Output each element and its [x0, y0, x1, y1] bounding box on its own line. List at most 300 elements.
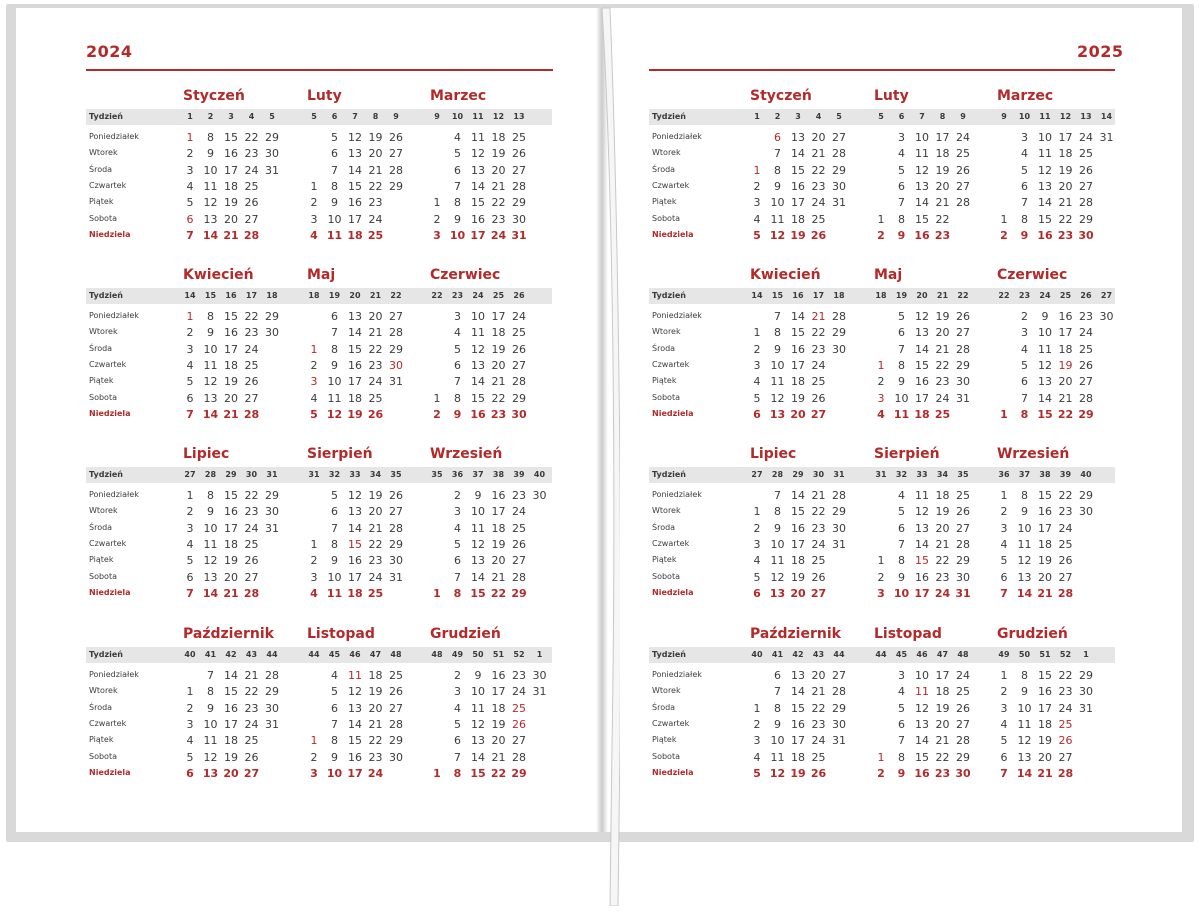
day-number: 28	[1057, 767, 1074, 780]
day-number: 11	[471, 326, 485, 339]
day-number: 27	[389, 147, 403, 160]
week-number: 11	[472, 112, 484, 121]
day-number: 29	[832, 326, 846, 339]
day-number: 8	[207, 131, 214, 144]
day-number: 4	[186, 180, 194, 193]
day-number: 1	[186, 310, 194, 323]
week-number: 29	[225, 470, 237, 479]
day-number: 15	[1038, 489, 1052, 502]
week-number: 10	[1018, 112, 1031, 121]
day-number: 22	[368, 734, 383, 747]
day-number: 19	[1038, 554, 1052, 567]
weekday-label: Poniedziałek	[89, 311, 139, 320]
year-2024-heading: 2024	[86, 42, 133, 61]
week-number: 40	[751, 650, 763, 659]
day-number: 16	[791, 522, 805, 535]
week-number: 4	[248, 112, 255, 121]
day-number: 5	[454, 147, 461, 160]
week-number: 15	[771, 291, 784, 300]
day-number: 8	[898, 359, 905, 372]
week-number: 1	[536, 650, 543, 659]
day-number: 4	[310, 587, 318, 600]
week-number: 34	[369, 470, 382, 479]
day-number: 18	[224, 538, 238, 551]
day-number: 12	[915, 164, 929, 177]
day-number: 18	[348, 392, 362, 405]
day-number: 29	[956, 554, 970, 567]
week-number: 19	[895, 291, 908, 300]
day-number: 9	[774, 522, 781, 535]
day-number: 8	[1020, 408, 1029, 421]
day-number: 10	[449, 229, 466, 242]
day-number: 7	[898, 538, 905, 551]
day-number: 15	[915, 751, 929, 764]
day-number: 3	[310, 213, 318, 226]
day-number: 28	[243, 229, 260, 242]
week-number: 45	[328, 650, 341, 659]
day-number: 6	[331, 702, 338, 715]
day-number: 1	[1000, 213, 1008, 226]
day-number: 17	[348, 213, 362, 226]
day-number: 28	[832, 147, 846, 160]
day-number: 20	[935, 326, 950, 339]
year-2025-heading: 2025	[1077, 42, 1124, 61]
day-number: 30	[956, 571, 970, 584]
day-number: 14	[791, 685, 805, 698]
week-number: 20	[916, 291, 928, 300]
day-number: 3	[877, 392, 885, 405]
day-number: 13	[203, 213, 218, 226]
day-number: 25	[956, 147, 970, 160]
day-number: 30	[512, 213, 526, 226]
week-number: 52	[1059, 650, 1072, 659]
day-number: 19	[491, 147, 506, 160]
day-number: 21	[491, 571, 506, 584]
day-number: 23	[811, 180, 826, 193]
day-number: 9	[774, 180, 781, 193]
day-number: 5	[1021, 359, 1028, 372]
day-number: 20	[811, 131, 826, 144]
day-number: 14	[791, 310, 805, 323]
day-number: 19	[935, 164, 950, 177]
week-number: 13	[513, 112, 525, 121]
weekday-label: Piątek	[652, 376, 677, 385]
day-number: 6	[898, 522, 905, 535]
week-number: 20	[349, 291, 361, 300]
day-number: 31	[955, 587, 971, 600]
weekday-label: Czwartek	[652, 719, 690, 728]
day-number: 6	[331, 505, 338, 518]
day-number: 2	[310, 196, 318, 209]
day-number: 25	[1079, 147, 1093, 160]
day-number: 31	[1099, 131, 1114, 144]
day-number: 19	[224, 375, 238, 388]
day-number: 31	[389, 571, 403, 584]
day-number: 22	[811, 505, 826, 518]
week-number: 36	[998, 470, 1010, 479]
day-number: 17	[1038, 522, 1052, 535]
day-number: 24	[244, 522, 259, 535]
day-number: 27	[956, 326, 970, 339]
week-number: 18	[833, 291, 845, 300]
day-number: 11	[770, 213, 785, 226]
day-number: 28	[956, 343, 970, 356]
day-number: 19	[935, 505, 950, 518]
day-number: 13	[471, 554, 485, 567]
day-number: 13	[348, 147, 362, 160]
week-number: 18	[875, 291, 887, 300]
day-number: 14	[202, 587, 219, 600]
day-number: 3	[433, 229, 441, 242]
day-number: 19	[224, 196, 238, 209]
day-number: 26	[1079, 164, 1093, 177]
day-number: 7	[1021, 196, 1028, 209]
weekday-label: Sobota	[652, 214, 680, 223]
day-number: 18	[224, 180, 238, 193]
day-number: 11	[471, 702, 485, 715]
week-number: 50	[1018, 650, 1031, 659]
day-number: 2	[877, 767, 885, 780]
week-number: 39	[513, 470, 525, 479]
day-number: 3	[753, 196, 761, 209]
day-number: 17	[348, 375, 362, 388]
day-number: 16	[791, 343, 805, 356]
weekday-label: Wtorek	[652, 148, 681, 157]
day-number: 3	[753, 734, 761, 747]
day-number: 10	[327, 213, 342, 226]
day-number: 18	[791, 213, 805, 226]
day-number: 21	[935, 734, 950, 747]
day-number: 17	[224, 718, 238, 731]
day-number: 8	[898, 213, 905, 226]
day-number: 7	[898, 734, 905, 747]
day-number: 9	[1021, 505, 1028, 518]
day-number: 7	[331, 164, 338, 177]
day-number: 3	[753, 359, 761, 372]
day-number: 12	[348, 685, 362, 698]
day-number: 22	[244, 685, 259, 698]
day-number: 14	[791, 489, 805, 502]
day-number: 24	[1058, 522, 1073, 535]
day-number: 2	[186, 326, 194, 339]
day-number: 7	[774, 489, 781, 502]
day-number: 28	[389, 164, 403, 177]
day-number: 12	[769, 767, 786, 780]
weekday-label: Wtorek	[652, 327, 681, 336]
day-number: 26	[512, 343, 526, 356]
day-number: 17	[914, 587, 930, 600]
day-number: 11	[915, 685, 929, 698]
day-number: 22	[811, 702, 826, 715]
day-number: 9	[897, 767, 906, 780]
day-number: 5	[898, 164, 905, 177]
week-number: 26	[1080, 291, 1092, 300]
week-number: 27	[751, 470, 763, 479]
day-number: 21	[811, 147, 826, 160]
day-number: 27	[1058, 751, 1073, 764]
week-number: 47	[369, 650, 382, 659]
day-number: 30	[1099, 310, 1114, 323]
day-number: 27	[956, 522, 970, 535]
day-number: 17	[915, 392, 929, 405]
day-number: 4	[454, 522, 461, 535]
day-number: 14	[915, 734, 929, 747]
day-number: 7	[898, 196, 905, 209]
day-number: 21	[244, 669, 259, 682]
day-number: 5	[1000, 554, 1008, 567]
day-number: 11	[471, 522, 485, 535]
day-number: 10	[327, 571, 342, 584]
week-number: 48	[957, 650, 969, 659]
day-number: 23	[368, 751, 383, 764]
day-number: 10	[327, 375, 342, 388]
weekday-label: Piątek	[89, 555, 114, 564]
day-number: 29	[512, 196, 526, 209]
day-number: 9	[1020, 229, 1029, 242]
day-number: 16	[1037, 229, 1053, 242]
day-number: 9	[898, 571, 905, 584]
day-number: 22	[368, 538, 383, 551]
day-number: 5	[186, 375, 194, 388]
week-number: 13	[1080, 112, 1092, 121]
day-number: 30	[1079, 685, 1093, 698]
day-number: 10	[203, 522, 218, 535]
day-number: 30	[1078, 229, 1094, 242]
day-number: 26	[810, 229, 827, 242]
day-number: 6	[186, 392, 194, 405]
day-number: 6	[454, 554, 461, 567]
week-number: 3	[795, 112, 801, 121]
week-label: Tydzień	[652, 650, 686, 659]
day-number: 1	[1000, 408, 1008, 421]
day-number: 24	[1079, 326, 1093, 339]
day-number: 14	[791, 147, 805, 160]
day-number: 8	[331, 343, 338, 356]
day-number: 27	[389, 702, 403, 715]
day-number: 4	[310, 392, 318, 405]
week-number: 40	[533, 470, 546, 479]
day-number: 31	[511, 229, 527, 242]
day-number: 10	[471, 310, 485, 323]
day-number: 2	[433, 213, 441, 226]
day-number: 2	[877, 571, 885, 584]
day-number: 12	[471, 538, 485, 551]
day-number: 20	[491, 164, 506, 177]
week-number: 32	[328, 470, 341, 479]
month-name: Styczeń	[750, 88, 812, 104]
day-number: 22	[935, 359, 950, 372]
day-number: 26	[811, 571, 826, 584]
day-number: 6	[774, 669, 781, 682]
day-number: 20	[368, 505, 383, 518]
day-number: 27	[512, 164, 526, 177]
day-number: 27	[956, 718, 970, 731]
day-number: 2	[753, 343, 761, 356]
day-number: 3	[454, 310, 461, 323]
day-number: 15	[224, 489, 238, 502]
day-number: 26	[811, 392, 826, 405]
day-number: 1	[753, 505, 761, 518]
day-number: 21	[811, 685, 826, 698]
day-number: 8	[454, 392, 461, 405]
day-number: 2	[877, 375, 885, 388]
day-number: 18	[347, 229, 363, 242]
week-number: 22	[957, 291, 969, 300]
day-number: 26	[956, 164, 970, 177]
day-number: 24	[811, 359, 826, 372]
week-number: 32	[895, 470, 908, 479]
weekday-label: Środa	[89, 165, 113, 174]
day-number: 24	[1079, 131, 1093, 144]
day-number: 13	[471, 359, 485, 372]
day-number: 9	[207, 147, 214, 160]
day-number: 1	[433, 587, 441, 600]
day-number: 28	[1057, 587, 1074, 600]
day-number: 7	[331, 326, 338, 339]
day-number: 30	[265, 326, 279, 339]
weekday-label: Sobota	[652, 572, 680, 581]
weekday-label: Środa	[89, 344, 113, 353]
day-number: 16	[491, 669, 506, 682]
day-number: 1	[753, 164, 761, 177]
month-name: Wrzesień	[997, 446, 1070, 462]
weekday-label: Wtorek	[652, 686, 681, 695]
day-number: 26	[389, 685, 403, 698]
day-number: 1	[433, 392, 441, 405]
day-number: 26	[244, 554, 259, 567]
day-number: 9	[897, 229, 906, 242]
day-number: 17	[1038, 702, 1052, 715]
day-number: 9	[774, 718, 781, 731]
day-number: 29	[956, 751, 970, 764]
day-number: 10	[1038, 326, 1052, 339]
day-number: 13	[1038, 180, 1052, 193]
day-number: 27	[389, 310, 403, 323]
weekday-label: Czwartek	[652, 539, 690, 548]
day-number: 25	[1058, 718, 1073, 731]
weekday-label: Środa	[652, 703, 676, 712]
weekday-label: Środa	[652, 344, 676, 353]
weekday-label: Środa	[89, 703, 113, 712]
week-number: 46	[349, 650, 361, 659]
week-number: 38	[1039, 470, 1051, 479]
week-number: 37	[472, 470, 484, 479]
week-label: Tydzień	[89, 112, 123, 121]
month-name: Czerwiec	[997, 267, 1068, 283]
day-number: 18	[791, 375, 805, 388]
day-number: 17	[791, 538, 805, 551]
weekday-label: Piątek	[89, 376, 114, 385]
week-number: 44	[875, 650, 887, 659]
day-number: 20	[491, 554, 506, 567]
day-number: 25	[512, 702, 526, 715]
day-number: 23	[490, 408, 507, 421]
day-number: 11	[915, 489, 929, 502]
day-number: 27	[244, 392, 259, 405]
day-number: 11	[326, 587, 343, 600]
weekday-label: Czwartek	[89, 181, 127, 190]
week-number: 2	[207, 112, 214, 121]
day-number: 1	[877, 554, 885, 567]
day-number: 20	[491, 734, 506, 747]
day-number: 28	[956, 196, 970, 209]
day-number: 11	[1017, 718, 1032, 731]
day-number: 23	[368, 359, 383, 372]
day-number: 28	[956, 538, 970, 551]
day-number: 7	[186, 587, 194, 600]
day-number: 29	[265, 310, 279, 323]
day-number: 26	[389, 489, 403, 502]
day-number: 19	[347, 408, 363, 421]
week-number: 14	[751, 291, 763, 300]
day-number: 23	[811, 718, 826, 731]
day-number: 10	[1017, 702, 1032, 715]
day-number: 16	[224, 505, 238, 518]
day-number: 15	[348, 538, 362, 551]
week-number: 11	[1039, 112, 1051, 121]
day-number: 17	[224, 343, 238, 356]
weekday-label: Piątek	[89, 197, 114, 206]
week-number: 41	[204, 650, 217, 659]
week-number: 44	[833, 650, 845, 659]
week-number: 21	[369, 291, 382, 300]
weekday-label: Środa	[89, 523, 113, 532]
day-number: 29	[1079, 669, 1093, 682]
day-number: 21	[811, 310, 826, 323]
day-number: 19	[791, 571, 805, 584]
day-number: 8	[774, 702, 781, 715]
day-number: 23	[512, 669, 526, 682]
week-number: 51	[1039, 650, 1051, 659]
day-number: 24	[244, 164, 259, 177]
day-number: 24	[512, 685, 526, 698]
day-number: 2	[310, 751, 318, 764]
week-number: 9	[1001, 112, 1007, 121]
day-number: 7	[186, 229, 194, 242]
week-number: 48	[390, 650, 402, 659]
week-number: 17	[245, 291, 258, 300]
week-number: 43	[245, 650, 258, 659]
day-number: 20	[811, 669, 826, 682]
day-number: 22	[368, 180, 383, 193]
week-number: 24	[472, 291, 484, 300]
week-number: 19	[328, 291, 341, 300]
day-number: 2	[310, 554, 318, 567]
day-number: 31	[389, 375, 403, 388]
week-number: 5	[269, 112, 275, 121]
day-number: 14	[471, 375, 485, 388]
day-number: 26	[389, 131, 403, 144]
day-number: 5	[753, 571, 761, 584]
week-number: 31	[308, 470, 320, 479]
weekday-label: Niedziela	[89, 768, 131, 777]
week-number: 42	[792, 650, 804, 659]
day-number: 24	[956, 669, 970, 682]
day-number: 12	[471, 147, 485, 160]
day-number: 10	[770, 359, 785, 372]
day-number: 9	[1041, 310, 1049, 323]
day-number: 30	[389, 359, 403, 372]
day-number: 8	[453, 587, 462, 600]
week-number: 38	[492, 470, 505, 479]
day-number: 19	[1058, 164, 1073, 177]
day-number: 4	[898, 685, 905, 698]
week-number: 41	[771, 650, 784, 659]
week-number: 36	[451, 470, 464, 479]
day-number: 25	[512, 131, 526, 144]
day-number: 18	[491, 702, 506, 715]
day-number: 4	[1000, 538, 1008, 551]
